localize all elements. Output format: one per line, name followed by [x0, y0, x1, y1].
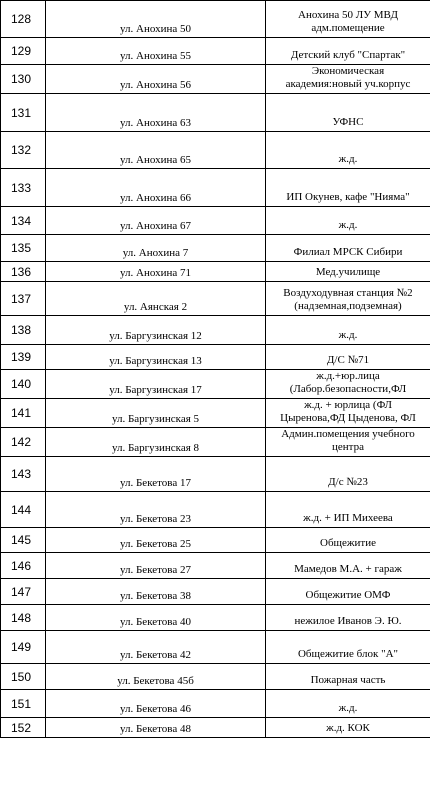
table-row [1, 370, 430, 399]
description-cell [266, 262, 430, 282]
description-line: ИП Окунев, кафе "Нияма" [286, 191, 410, 203]
table-row [1, 38, 430, 65]
table-row [1, 428, 430, 457]
description-line: (надземная,подземная) [294, 300, 402, 312]
row-number: 133 [1, 169, 46, 207]
row-number: 128 [1, 1, 46, 38]
description-cell [266, 528, 430, 553]
table-row [1, 457, 430, 492]
description-line: Мед.училище [315, 266, 381, 278]
row-number: 152 [1, 718, 46, 738]
description-cell [266, 492, 430, 528]
description-cell [266, 428, 430, 457]
description-cell [266, 94, 430, 132]
row-number: 141 [1, 399, 46, 428]
description-cell [266, 282, 430, 316]
description-line: Филиал МРСК Сибири [293, 246, 403, 258]
description-line: Д/С №71 [326, 354, 370, 366]
address-cell: ул. Бекетова 17 [46, 457, 266, 492]
description-cell [266, 345, 430, 370]
row-number: 137 [1, 282, 46, 316]
address-cell: ул. Анохина 7 [46, 235, 266, 262]
row-number: 146 [1, 553, 46, 579]
description-cell [266, 399, 430, 428]
address-cell: ул. Бекетова 25 [46, 528, 266, 553]
description-cell [266, 579, 430, 605]
table-row [1, 690, 430, 718]
address-cell: ул. Бекетова 46 [46, 690, 266, 718]
description-cell [266, 690, 430, 718]
description-line: ж.д. [338, 702, 358, 714]
description-cell [266, 664, 430, 690]
table-row [1, 631, 430, 664]
table-row [1, 345, 430, 370]
description-cell [266, 457, 430, 492]
description-line: ж.д. + ИП Михеева [303, 512, 393, 524]
row-number: 139 [1, 345, 46, 370]
description-cell [266, 235, 430, 262]
row-number: 147 [1, 579, 46, 605]
row-number: 142 [1, 428, 46, 457]
description-line: Д/с №23 [328, 476, 368, 488]
row-number: 150 [1, 664, 46, 690]
address-cell: ул. Анохина 63 [46, 94, 266, 132]
table-row [1, 94, 430, 132]
row-number: 148 [1, 605, 46, 631]
row-number: 129 [1, 38, 46, 65]
table-row [1, 553, 430, 579]
table-row [1, 235, 430, 262]
description-line: адм.помещение [311, 22, 385, 34]
address-cell: ул. Бекетова 38 [46, 579, 266, 605]
description-line: ж.д. [338, 153, 358, 165]
description-line: ж.д. [338, 329, 358, 341]
address-cell: ул. Бекетова 45б [46, 664, 266, 690]
description-cell [266, 65, 430, 94]
row-number: 140 [1, 370, 46, 399]
row-number: 151 [1, 690, 46, 718]
description-line: ж.д. КОК [326, 722, 370, 734]
table-row [1, 399, 430, 428]
address-cell: ул. Бекетова 23 [46, 492, 266, 528]
table-row [1, 528, 430, 553]
address-cell: ул. Анохина 65 [46, 132, 266, 169]
row-number: 135 [1, 235, 46, 262]
table-row [1, 132, 430, 169]
description-line: Мамедов М.А. + гараж [294, 563, 402, 575]
address-cell: ул. Анохина 67 [46, 207, 266, 235]
description-line: Пожарная часть [310, 674, 386, 686]
table-row [1, 169, 430, 207]
description-cell [266, 631, 430, 664]
address-cell: ул. Баргузинская 8 [46, 428, 266, 457]
address-cell: ул. Бекетова 42 [46, 631, 266, 664]
address-cell: ул. Анохина 56 [46, 65, 266, 94]
table-row [1, 718, 430, 738]
description-line: УФНС [332, 116, 364, 128]
address-cell: ул. Баргузинская 17 [46, 370, 266, 399]
description-line: Общежитие [320, 537, 376, 549]
description-cell [266, 1, 430, 38]
table-row [1, 579, 430, 605]
table-row [1, 1, 430, 38]
description-line: ж.д. [338, 219, 358, 231]
row-number: 131 [1, 94, 46, 132]
description-cell [266, 370, 430, 399]
description-line: Общежитие блок "А" [297, 648, 399, 660]
address-cell: ул. Бекетова 48 [46, 718, 266, 738]
row-number: 132 [1, 132, 46, 169]
description-line: (Лабор.безопасности,ФЛ [289, 383, 407, 395]
table-row [1, 316, 430, 345]
row-number: 136 [1, 262, 46, 282]
row-number: 138 [1, 316, 46, 345]
description-cell [266, 38, 430, 65]
row-number: 130 [1, 65, 46, 94]
description-line: нежилое Иванов Э. Ю. [294, 615, 402, 627]
row-number: 149 [1, 631, 46, 664]
description-line: ж.д. + юрлица (ФЛ [304, 399, 392, 411]
address-cell: ул. Бекетова 27 [46, 553, 266, 579]
table-row [1, 605, 430, 631]
table-row [1, 65, 430, 94]
row-number: 145 [1, 528, 46, 553]
table-row [1, 207, 430, 235]
address-cell: ул. Аянская 2 [46, 282, 266, 316]
table-row [1, 492, 430, 528]
row-number: 143 [1, 457, 46, 492]
description-line: академия:новый уч.корпус [285, 78, 411, 90]
table-row [1, 262, 430, 282]
address-cell: ул. Баргузинская 5 [46, 399, 266, 428]
description-line: Анохина 50 ЛУ МВД [298, 9, 398, 21]
description-line: Детский клуб "Спартак" [290, 49, 406, 61]
description-cell [266, 605, 430, 631]
address-cell: ул. Баргузинская 12 [46, 316, 266, 345]
row-number: 144 [1, 492, 46, 528]
description-line: Воздуходувная станция №2 [283, 287, 413, 299]
table-row [1, 282, 430, 316]
description-line: Экономическая [311, 65, 385, 77]
description-line: центра [332, 441, 364, 453]
address-cell: ул. Анохина 71 [46, 262, 266, 282]
description-cell [266, 132, 430, 169]
address-cell: ул. Баргузинская 13 [46, 345, 266, 370]
description-cell [266, 553, 430, 579]
description-line: ж.д.+юр.лица [316, 370, 380, 382]
address-cell: ул. Анохина 50 [46, 1, 266, 38]
description-line: Админ.помещения учебного [281, 428, 415, 440]
description-cell [266, 718, 430, 738]
address-cell: ул. Анохина 55 [46, 38, 266, 65]
description-cell [266, 169, 430, 207]
description-cell [266, 207, 430, 235]
table-row [1, 664, 430, 690]
description-cell [266, 316, 430, 345]
address-cell: ул. Анохина 66 [46, 169, 266, 207]
address-cell: ул. Бекетова 40 [46, 605, 266, 631]
description-line: Общежитие ОМФ [305, 589, 391, 601]
description-line: Цыренова,ФД Цыденова, ФЛ [280, 412, 416, 424]
row-number: 134 [1, 207, 46, 235]
